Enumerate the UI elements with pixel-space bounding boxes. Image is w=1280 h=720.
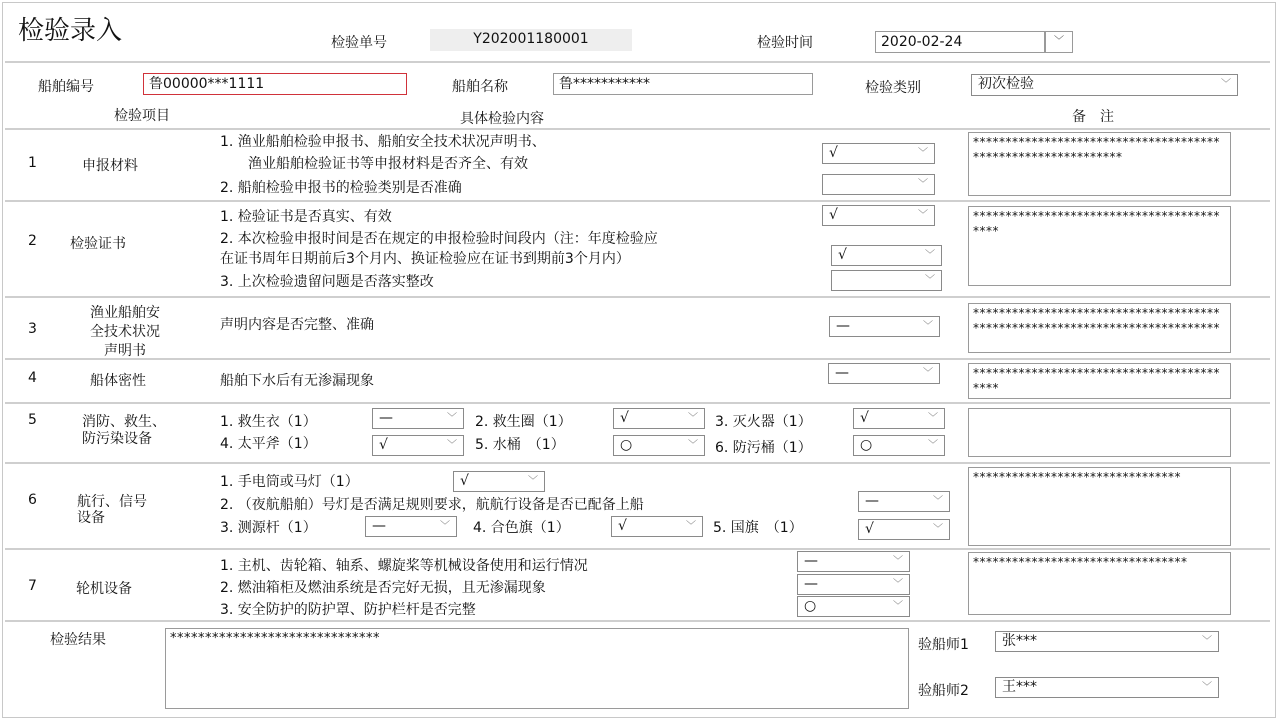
row-number: 6 [28, 492, 37, 508]
select-value: — [865, 493, 879, 509]
row-name: 申报材料 [82, 158, 138, 174]
check-line: 渔业船舶检验证书等申报材料是否齐全、有效 [248, 156, 528, 172]
result-select[interactable] [831, 245, 942, 266]
chevron-down-icon: ﹀ [688, 413, 698, 424]
select-value: ○ [804, 598, 817, 614]
chevron-down-icon: ﹀ [1054, 36, 1064, 47]
row-name: 检验证书 [70, 236, 126, 252]
divider [5, 462, 1270, 464]
item-select[interactable] [365, 516, 457, 537]
select-value: — [379, 410, 393, 426]
row-name: 声明书 [104, 343, 146, 359]
check-line: 3. 安全防护的防护罩、防护栏杆是否完整 [220, 602, 476, 618]
inspection-type-label: 检验类别 [865, 80, 921, 96]
item-label: 4. 合色旗（1） [473, 520, 570, 536]
remark-textarea[interactable]: ********************************* [968, 552, 1231, 615]
item-select[interactable] [613, 435, 705, 456]
select-value: ○ [860, 437, 873, 453]
divider [5, 620, 1270, 622]
row-name: 船体密性 [90, 373, 146, 389]
inspector2-select[interactable] [995, 677, 1219, 698]
remark-textarea[interactable]: ************************************************************* [968, 132, 1231, 196]
check-line: 2. 本次检验申报时间是否在规定的申报检验时间段内（注：年度检验应 [220, 231, 658, 247]
chevron-down-icon: ﹀ [447, 413, 457, 424]
result-textarea[interactable]: ****************************** [165, 628, 909, 709]
chevron-down-icon: ﹀ [925, 275, 935, 286]
select-value: — [804, 576, 818, 592]
time-label: 检验时间 [757, 35, 813, 51]
row-number: 4 [28, 370, 37, 386]
row-name: 防污染设备 [82, 431, 152, 447]
col-content-header: 具体检验内容 [460, 111, 544, 127]
item-label: 5. 国旗 （1） [713, 520, 803, 536]
check-line: 在证书周年日期前后3个月内、换证检验应在证书到期前3个月内） [220, 251, 630, 267]
result-label: 检验结果 [50, 632, 106, 648]
chevron-down-icon: ﹀ [933, 496, 943, 507]
inspector1-label: 验船师1 [918, 637, 969, 653]
select-value: √ [829, 207, 838, 223]
select-value: √ [829, 145, 838, 161]
result-select[interactable] [797, 551, 910, 572]
ship-name-input[interactable]: 鲁*********** [553, 73, 813, 95]
item-select[interactable] [613, 408, 705, 429]
item-label: 5. 水桶 （1） [475, 437, 565, 453]
item-select[interactable] [853, 408, 945, 429]
remark-textarea[interactable]: ****************************************** [968, 363, 1231, 399]
date-picker-button[interactable] [1045, 31, 1073, 53]
select-value: 王*** [1002, 679, 1037, 695]
divider [5, 548, 1270, 550]
result-select[interactable] [829, 316, 940, 337]
row-name: 设备 [77, 510, 105, 526]
select-value: — [804, 553, 818, 569]
item-label: 1. 手电筒或马灯（1） [220, 474, 359, 490]
divider [5, 402, 1270, 404]
chevron-down-icon: ﹀ [1202, 682, 1212, 693]
check-line: 1. 检验证书是否真实、有效 [220, 209, 392, 225]
col-item-header: 检验项目 [114, 108, 170, 124]
chevron-down-icon: ﹀ [923, 368, 933, 379]
order-no-value: Y202001180001 [430, 29, 632, 51]
check-line: 2. 船舶检验申报书的检验类别是否准确 [220, 180, 462, 196]
chevron-down-icon: ﹀ [893, 556, 903, 567]
check-line: 1. 渔业船舶检验申报书、船舶安全技术状况声明书、 [220, 134, 546, 150]
remark-textarea[interactable]: ****************************************** [968, 206, 1231, 286]
chevron-down-icon: ﹀ [918, 148, 928, 159]
divider [5, 296, 1270, 298]
divider [5, 61, 1270, 63]
divider [5, 128, 1270, 130]
chevron-down-icon: ﹀ [923, 321, 933, 332]
divider [5, 200, 1270, 202]
result-select[interactable] [828, 363, 940, 384]
item-select[interactable] [853, 435, 945, 456]
check-line: 3. 上次检验遗留问题是否落实整改 [220, 274, 434, 290]
remark-textarea[interactable] [968, 408, 1231, 457]
chevron-down-icon: ﹀ [447, 440, 457, 451]
row-name: 航行、信号 [77, 494, 147, 510]
chevron-down-icon: ﹀ [933, 524, 943, 535]
ship-name-label: 船舶名称 [452, 79, 508, 95]
chevron-down-icon: ﹀ [1202, 636, 1212, 647]
select-value: — [372, 518, 386, 534]
select-value: √ [618, 518, 627, 534]
row-name: 渔业船舶安 [90, 305, 160, 321]
chevron-down-icon: ﹀ [688, 440, 698, 451]
row-number: 7 [28, 578, 37, 594]
inspector1-select[interactable] [995, 631, 1219, 652]
chevron-down-icon: ﹀ [686, 521, 696, 532]
check-line: 船舶下水后有无渗漏现象 [220, 373, 374, 389]
select-value: √ [865, 521, 874, 537]
chevron-down-icon: ﹀ [918, 210, 928, 221]
item-label: 3. 灭火器（1） [715, 414, 812, 430]
chevron-down-icon: ﹀ [1221, 79, 1231, 90]
item-select[interactable] [611, 516, 703, 537]
ship-no-label: 船舶编号 [38, 79, 94, 95]
result-select[interactable] [797, 574, 910, 595]
row-name: 轮机设备 [76, 581, 132, 597]
item-select[interactable] [372, 408, 464, 429]
remark-textarea[interactable]: ******************************** [968, 467, 1231, 546]
row-number: 3 [28, 321, 37, 337]
row-number: 1 [28, 155, 37, 171]
chevron-down-icon: ﹀ [440, 521, 450, 532]
inspector2-label: 验船师2 [918, 683, 969, 699]
check-line: 声明内容是否完整、准确 [220, 317, 374, 333]
chevron-down-icon: ﹀ [928, 440, 938, 451]
item-select[interactable] [453, 471, 545, 492]
result-select[interactable] [822, 205, 935, 226]
row-number: 2 [28, 233, 37, 249]
row-number: 5 [28, 412, 37, 428]
select-value: 张*** [1002, 633, 1037, 649]
select-value: √ [620, 410, 629, 426]
ship-no-input[interactable]: 鲁00000***1111 [143, 73, 407, 95]
inspection-type-select[interactable] [971, 74, 1238, 96]
select-value: √ [838, 247, 847, 263]
item-select[interactable] [858, 519, 950, 540]
result-select[interactable] [822, 143, 935, 164]
result-select[interactable] [797, 596, 910, 617]
select-value: — [835, 365, 849, 381]
check-line: 2. 燃油箱柜及燃油系统是否完好无损，且无渗漏现象 [220, 580, 546, 596]
select-value: √ [379, 437, 388, 453]
item-label: 4. 太平斧（1） [220, 436, 317, 452]
chevron-down-icon: ﹀ [893, 579, 903, 590]
chevron-down-icon: ﹀ [528, 476, 538, 487]
select-value: — [836, 318, 850, 334]
item-label: 2. （夜航船舶）号灯是否满足规则要求，航航行设备是否已配备上船 [220, 497, 644, 513]
item-label: 6. 防污桶（1） [715, 440, 812, 456]
check-line: 1. 主机、齿轮箱、轴系、螺旋桨等机械设备使用和运行情况 [220, 558, 588, 574]
chevron-down-icon: ﹀ [893, 601, 903, 612]
result-select[interactable] [822, 174, 935, 195]
result-select[interactable] [831, 270, 942, 291]
item-select[interactable] [372, 435, 464, 456]
date-input[interactable]: 2020-02-24 [875, 31, 1045, 53]
select-value: ○ [620, 437, 633, 453]
divider [5, 358, 1270, 360]
chevron-down-icon: ﹀ [918, 179, 928, 190]
select-value: √ [860, 410, 869, 426]
item-label: 2. 救生圈（1） [475, 414, 572, 430]
item-label: 1. 救生衣（1） [220, 414, 317, 430]
order-no-label: 检验单号 [331, 35, 387, 51]
item-select[interactable] [858, 491, 950, 512]
chevron-down-icon: ﹀ [925, 250, 935, 261]
chevron-down-icon: ﹀ [928, 413, 938, 424]
item-label: 3. 测源杆（1） [220, 520, 317, 536]
row-name: 全技术状况 [90, 324, 160, 340]
select-value: √ [460, 473, 469, 489]
col-remark-header: 备 注 [1072, 109, 1114, 125]
row-name: 消防、救生、 [82, 414, 166, 430]
remark-textarea[interactable]: **************************************************************************** [968, 303, 1231, 353]
inspection-type-value: 初次检验 [978, 76, 1034, 92]
page-title: 检验录入 [18, 16, 123, 46]
